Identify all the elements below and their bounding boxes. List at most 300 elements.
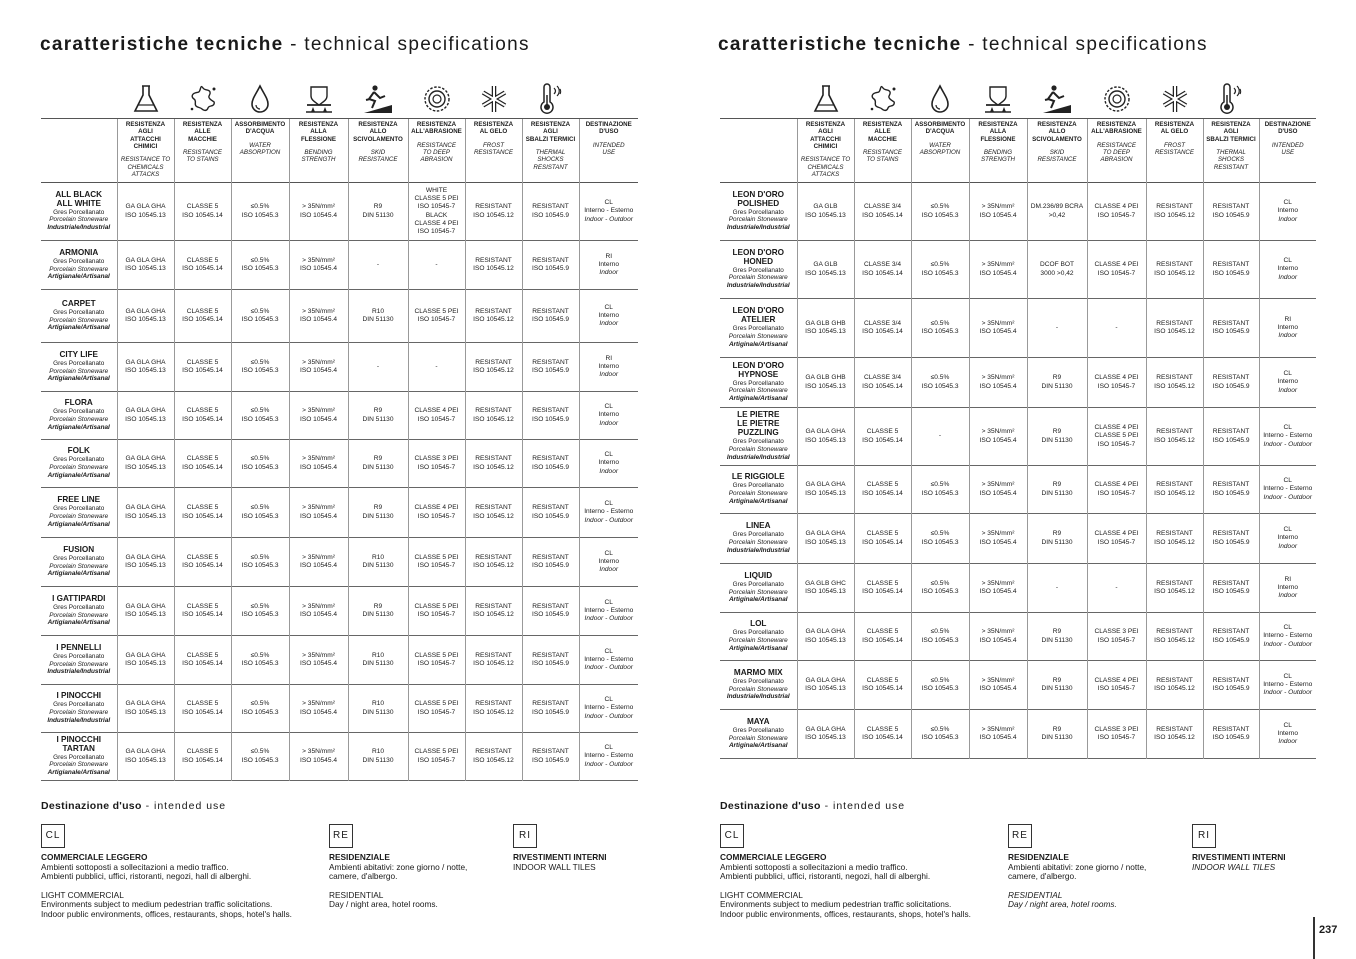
spec-cell: CLASSE 4 PEI CLASSE 5 PEI ISO 10545-7 xyxy=(1087,408,1146,466)
spec-cell: RESISTANT ISO 10545.12 xyxy=(465,538,522,587)
product-name: ARMONIA xyxy=(59,247,99,257)
left-header-empty xyxy=(41,119,117,183)
splash-icon xyxy=(174,83,231,115)
spec-cell: CLASSE 5 ISO 10545.14 xyxy=(174,538,231,587)
spec-cell: - xyxy=(1087,299,1146,358)
spec-cell: > 35N/mm² ISO 10545.4 xyxy=(969,408,1027,466)
product-cell: LE RIGGIOLE Gres Porcellanato Porcelain Stoneware Artiginale/Artisanal xyxy=(720,466,797,514)
product-cell: LIQUID Gres Porcellanato Porcelain Stoneware Artiginale/Artisanal xyxy=(720,564,797,613)
left-column-header: RESISTENZA ALLE MACCHIE RESISTANCE TO STAINS xyxy=(174,119,231,183)
product-cell: I PINOCCHI Gres Porcellanato Porcelain Stoneware Industriale/Industrial xyxy=(41,685,117,733)
spec-cell: - xyxy=(1087,564,1146,613)
spec-cell: CL Interno Indoor xyxy=(1259,241,1316,299)
product-cell: MAYA Gres Porcellanato Porcelain Stoneware Artiginale/Artisanal xyxy=(720,710,797,759)
spec-cell: CLASSE 4 PEI ISO 10545-7 xyxy=(1087,241,1146,299)
spec-cell: > 35N/mm² ISO 10545.4 xyxy=(289,733,348,781)
spec-cell: CLASSE 5 ISO 10545.14 xyxy=(174,343,231,392)
spec-cell: ≤0.5% ISO 10545.3 xyxy=(231,538,289,587)
spec-cell: > 35N/mm² ISO 10545.4 xyxy=(969,358,1027,408)
left-icon-cell-empty xyxy=(41,72,117,119)
left-column-header: RESISTENZA ALLA FLESSIONE BENDING STRENGTH xyxy=(289,119,348,183)
spec-cell: CLASSE 3/4 ISO 10545.14 xyxy=(854,358,911,408)
left-column-header: RESISTENZA ALL'ABRASIONE RESISTANCE TO DEEP ABRASION xyxy=(408,119,465,183)
spec-cell: CL Interno - Esterno Indoor - Outdoor xyxy=(1259,613,1316,661)
spec-cell: > 35N/mm² ISO 10545.4 xyxy=(969,183,1027,241)
product-name: FLORA xyxy=(64,398,93,408)
spec-cell: CLASSE 4 PEI ISO 10545-7 xyxy=(408,488,465,538)
spec-cell: CL Interno Indoor xyxy=(1259,358,1316,408)
spec-cell: R9 DIN 51130 xyxy=(348,183,408,241)
spec-cell: ≤0.5% ISO 10545.3 xyxy=(911,514,969,564)
spec-cell: > 35N/mm² ISO 10545.4 xyxy=(969,564,1027,613)
right-icon-cell xyxy=(1259,72,1316,119)
table-row xyxy=(41,636,638,685)
product-name: ALL BLACK xyxy=(55,189,103,199)
right-icon-cell xyxy=(1203,72,1259,119)
spec-cell: CL Interno Indoor xyxy=(1259,710,1316,759)
spec-cell: ≤0.5% ISO 10545.3 xyxy=(911,299,969,358)
spec-cell: CL Interno Indoor xyxy=(1259,183,1316,241)
product-cell: LE PIETRE LE PIETRE PUZZLING Gres Porcellanato Porcelain Stoneware Industriale/Industrial xyxy=(720,408,797,466)
product-cell: LEON D'ORO HYPNOSE Gres Porcellanato Porcelain Stoneware Artiginale/Artisanal xyxy=(720,358,797,408)
right-column-header: ASSORBIMENTO D'ACQUA WATER ABSORPTION xyxy=(911,119,969,183)
spec-cell: RESISTANT ISO 10545.9 xyxy=(522,733,579,781)
spec-cell: RESISTANT ISO 10545.9 xyxy=(1203,613,1259,661)
spec-cell: CLASSE 5 PEI ISO 10545-7 xyxy=(408,733,465,781)
abrasion-icon xyxy=(408,83,465,115)
product-cell: I GATTIPARDI Gres Porcellanato Porcelain Stoneware Artigianale/Artisanal xyxy=(41,587,117,636)
product-cell: FLORA Gres Porcellanato Porcelain Stoneware Artigianale/Artisanal xyxy=(41,392,117,440)
spec-cell: GA GLA GHA ISO 10545.13 xyxy=(797,613,854,661)
spec-cell: R10 DIN 51130 xyxy=(348,290,408,343)
flask-icon xyxy=(117,83,174,115)
spec-cell: GA GLA GHA ISO 10545.13 xyxy=(117,440,174,488)
spec-cell: CLASSE 5 ISO 10545.14 xyxy=(174,440,231,488)
spec-cell: ≤0.5% ISO 10545.3 xyxy=(231,343,289,392)
left-icon-cell xyxy=(522,72,579,119)
spec-cell: RESISTANT ISO 10545.9 xyxy=(522,538,579,587)
spec-cell: RESISTANT ISO 10545.9 xyxy=(1203,514,1259,564)
spec-cell: GA GLA GHA ISO 10545.13 xyxy=(797,408,854,466)
spec-cell: RESISTANT ISO 10545.12 xyxy=(1146,613,1203,661)
spec-cell: RESISTANT ISO 10545.12 xyxy=(465,488,522,538)
abrasion-icon xyxy=(1087,83,1146,115)
spec-cell: GA GLA GHA ISO 10545.13 xyxy=(117,587,174,636)
spec-cell: ≤0.5% ISO 10545.3 xyxy=(911,613,969,661)
spec-cell: CL Interno - Esterno Indoor - Outdoor xyxy=(579,733,638,781)
left-column-header: RESISTENZA AL GELO FROST RESISTANCE xyxy=(465,119,522,183)
legend-entry: RESIDENZIALE Ambienti abitativi: zone giorno / notte, camere, d'albergo. RESIDENTIAL Day / night area, hotel rooms. xyxy=(1008,852,1147,910)
left-icon-cell xyxy=(289,72,348,119)
table-row xyxy=(41,587,638,636)
right-column-header: RESISTENZA ALLA FLESSIONE BENDING STRENGTH xyxy=(969,119,1027,183)
spec-cell: CLASSE 5 ISO 10545.14 xyxy=(854,613,911,661)
splash-icon xyxy=(854,83,911,115)
product-name: LOL xyxy=(750,619,767,629)
spec-cell: ≤0.5% ISO 10545.3 xyxy=(911,183,969,241)
spec-cell: RESISTANT ISO 10545.9 xyxy=(1203,299,1259,358)
spec-cell: R10 DIN 51130 xyxy=(348,733,408,781)
product-cell: ALL BLACK ALL WHITE Gres Porcellanato Porcelain Stoneware Industriale/Industrial xyxy=(41,183,117,241)
spec-cell: CLASSE 3/4 ISO 10545.14 xyxy=(854,241,911,299)
spec-cell: CLASSE 5 ISO 10545.14 xyxy=(174,733,231,781)
left-column-header: DESTINAZIONE D'USO INTENDED USE xyxy=(579,119,638,183)
flask-icon xyxy=(797,83,854,115)
left-page-title: caratteristiche tecniche - technical specifications xyxy=(40,34,530,55)
spec-cell: CLASSE 4 PEI ISO 10545-7 xyxy=(1087,183,1146,241)
spec-cell: RESISTANT ISO 10545.12 xyxy=(1146,466,1203,514)
spec-cell: GA GLA GHA ISO 10545.13 xyxy=(117,290,174,343)
spec-cell: R9 DIN 51130 xyxy=(348,440,408,488)
left-intended-use-title: Destinazione d'uso - intended use xyxy=(41,800,227,812)
spec-cell: > 35N/mm² ISO 10545.4 xyxy=(969,299,1027,358)
spec-cell: RI Interno Indoor xyxy=(1259,299,1316,358)
spec-cell: WHITE CLASSE 5 PEI ISO 10545-7 BLACK CLASSE 4 PEI ISO 10545-7 xyxy=(408,183,465,241)
spec-cell: CL Interno - Esterno Indoor - Outdoor xyxy=(579,685,638,733)
spec-cell: CLASSE 5 ISO 10545.14 xyxy=(854,710,911,759)
product-cell: CARPET Gres Porcellanato Porcelain Stoneware Artigianale/Artisanal xyxy=(41,290,117,343)
left-column-header: ASSORBIMENTO D'ACQUA WATER ABSORPTION xyxy=(231,119,289,183)
spec-cell: R9 DIN 51130 xyxy=(1027,514,1087,564)
product-name: CARPET xyxy=(61,298,96,308)
spec-cell: ≤0.5% ISO 10545.3 xyxy=(911,358,969,408)
spec-cell: > 35N/mm² ISO 10545.4 xyxy=(969,466,1027,514)
product-name: PUZZLING xyxy=(737,428,779,438)
spec-cell: > 35N/mm² ISO 10545.4 xyxy=(969,661,1027,710)
spec-cell: RESISTANT ISO 10545.12 xyxy=(465,636,522,685)
product-name: I PENNELLI xyxy=(56,642,102,652)
spec-cell: CL Interno Indoor xyxy=(579,538,638,587)
legend-code-box: RI xyxy=(1192,824,1216,848)
spec-cell: RESISTANT ISO 10545.12 xyxy=(1146,241,1203,299)
spec-cell: GA GLA GHA ISO 10545.13 xyxy=(117,685,174,733)
product-name: POLISHED xyxy=(737,198,780,208)
table-row xyxy=(720,299,1316,358)
spec-cell: ≤0.5% ISO 10545.3 xyxy=(911,564,969,613)
product-name: ALL WHITE xyxy=(56,198,101,208)
left-icon-cell xyxy=(465,72,522,119)
product-name: LEON D'ORO xyxy=(732,247,785,257)
left-column-header: RESISTENZA ALLO SCIVOLAMENTO SKID RESISTANCE xyxy=(348,119,408,183)
spec-cell: CL Interno Indoor xyxy=(579,440,638,488)
legend-entry: RIVESTIMENTI INTERNI INDOOR WALL TILES xyxy=(513,852,607,872)
bending-icon xyxy=(289,83,348,115)
spec-cell: CLASSE 5 PEI ISO 10545-7 xyxy=(408,538,465,587)
left-icon-cell xyxy=(231,72,289,119)
right-column-header: RESISTENZA ALLO SCIVOLAMENTO SKID RESISTANCE xyxy=(1027,119,1087,183)
product-name: HYPNOSE xyxy=(738,369,779,379)
right-icon-cell-empty xyxy=(720,72,797,119)
legend-entry: COMMERCIALE LEGGERO Ambienti sottoposti a sollecitazioni a medio traffico. Ambienti pubblici, uffici, ristoranti, negozi, hall di alberghi. LIGHT COMMERCIAL Environments subject to medium pedestrian traffic solicitations. Indoor public environments, offices, restaurants, shops, hotel's halls. xyxy=(720,852,971,919)
table-row xyxy=(41,733,638,781)
product-name: LE PIETRE xyxy=(737,419,780,429)
spec-cell: > 35N/mm² ISO 10545.4 xyxy=(289,392,348,440)
snowflake-icon xyxy=(465,83,522,115)
spec-cell: CLASSE 4 PEI ISO 10545-7 xyxy=(1087,514,1146,564)
legend-entry: COMMERCIALE LEGGERO Ambienti sottoposti a sollecitazioni a medio traffico. Ambienti pubblici, uffici, ristoranti, negozi, hall di alberghi. LIGHT COMMERCIAL Environments subject to medium pedestrian traffic solicitations. Indoor public environments, offices, restaurants, shops, hotel's halls. xyxy=(41,852,292,919)
spec-cell: CL Interno - Esterno Indoor - Outdoor xyxy=(579,587,638,636)
spec-cell: CLASSE 5 ISO 10545.14 xyxy=(854,408,911,466)
spec-cell: > 35N/mm² ISO 10545.4 xyxy=(969,241,1027,299)
spec-cell: CL Interno - Esterno Indoor - Outdoor xyxy=(1259,661,1316,710)
spec-cell: RESISTANT ISO 10545.9 xyxy=(1203,466,1259,514)
spec-cell: RESISTANT ISO 10545.9 xyxy=(1203,661,1259,710)
product-cell: I PINOCCHI TARTAN Gres Porcellanato Porcelain Stoneware Artigianale/Artisanal xyxy=(41,733,117,781)
spec-cell: RESISTANT ISO 10545.12 xyxy=(1146,661,1203,710)
spec-cell: RESISTANT ISO 10545.12 xyxy=(465,685,522,733)
spec-cell: GA GLB ISO 10545.13 xyxy=(797,183,854,241)
product-name: LE RIGGIOLE xyxy=(731,472,785,482)
table-row xyxy=(41,440,638,488)
spec-cell: CLASSE 5 ISO 10545.14 xyxy=(174,636,231,685)
spec-cell: CLASSE 5 ISO 10545.14 xyxy=(174,488,231,538)
spec-cell: CLASSE 5 ISO 10545.14 xyxy=(174,183,231,241)
table-row xyxy=(720,183,1316,241)
spec-cell: ≤0.5% ISO 10545.3 xyxy=(911,466,969,514)
spec-cell: ≤0.5% ISO 10545.3 xyxy=(231,636,289,685)
right-page-title: caratteristiche tecniche - technical specifications xyxy=(718,34,1208,55)
product-name: I PINOCCHI xyxy=(56,734,102,744)
spec-cell: RESISTANT ISO 10545.9 xyxy=(1203,564,1259,613)
left-icon-cell xyxy=(348,72,408,119)
slip-icon xyxy=(348,83,408,115)
spec-cell: RESISTANT ISO 10545.12 xyxy=(465,290,522,343)
spec-cell: RESISTANT ISO 10545.12 xyxy=(1146,710,1203,759)
spec-cell: - xyxy=(911,408,969,466)
product-name: LIQUID xyxy=(744,570,773,580)
left-icon-cell xyxy=(408,72,465,119)
spec-cell: CLASSE 3 PEI ISO 10545-7 xyxy=(1087,710,1146,759)
spec-cell: CLASSE 5 PEI ISO 10545-7 xyxy=(408,290,465,343)
spec-cell: CLASSE 5 PEI ISO 10545-7 xyxy=(408,587,465,636)
spec-cell: RESISTANT ISO 10545.9 xyxy=(1203,710,1259,759)
product-cell: MARMO MIX Gres Porcellanato Porcelain Stoneware Industriale/Industrial xyxy=(720,661,797,710)
spec-cell: CLASSE 3/4 ISO 10545.14 xyxy=(854,299,911,358)
table-row xyxy=(720,358,1316,408)
spec-cell: > 35N/mm² ISO 10545.4 xyxy=(289,343,348,392)
product-name: I PINOCCHI xyxy=(56,691,102,701)
product-cell: LOL Gres Porcellanato Porcelain Stoneware Artiginale/Artisanal xyxy=(720,613,797,661)
water-drop-icon xyxy=(911,83,969,115)
spec-cell: ≤0.5% ISO 10545.3 xyxy=(231,241,289,290)
product-cell: LEON D'ORO POLISHED Gres Porcellanato Porcelain Stoneware Industriale/Industrial xyxy=(720,183,797,241)
table-row xyxy=(720,241,1316,299)
spec-cell: GA GLA GHA ISO 10545.13 xyxy=(797,466,854,514)
right-column-header: DESTINAZIONE D'USO INTENDED USE xyxy=(1259,119,1316,183)
right-icon-cell xyxy=(911,72,969,119)
spec-cell: CL Interno Indoor xyxy=(1259,514,1316,564)
spec-cell: RI Interno Indoor xyxy=(579,343,638,392)
spec-cell: RESISTANT ISO 10545.12 xyxy=(1146,299,1203,358)
spec-cell: R9 DIN 51130 xyxy=(348,488,408,538)
spec-cell: ≤0.5% ISO 10545.3 xyxy=(911,710,969,759)
spec-cell: DCOF BOT 3000 >0,42 xyxy=(1027,241,1087,299)
spec-cell: ≤0.5% ISO 10545.3 xyxy=(911,661,969,710)
right-column-header: RESISTENZA ALLE MACCHIE RESISTANCE TO STAINS xyxy=(854,119,911,183)
left-column-header: RESISTENZA AGLI SBALZI TERMICI THERMAL SHOCKS RESISTANT xyxy=(522,119,579,183)
spec-cell: RESISTANT ISO 10545.12 xyxy=(465,440,522,488)
spec-cell: > 35N/mm² ISO 10545.4 xyxy=(289,488,348,538)
right-column-header: RESISTENZA AGLI SBALZI TERMICI THERMAL SHOCKS RESISTANT xyxy=(1203,119,1259,183)
table-row xyxy=(41,241,638,290)
spec-cell: R9 DIN 51130 xyxy=(1027,466,1087,514)
spec-cell: RESISTANT ISO 10545.12 xyxy=(1146,183,1203,241)
product-name: LEON D'ORO xyxy=(732,360,785,370)
legend-code-box: RE xyxy=(1008,824,1032,848)
spec-cell: > 35N/mm² ISO 10545.4 xyxy=(289,241,348,290)
spec-cell: CLASSE 3/4 ISO 10545.14 xyxy=(854,183,911,241)
product-name: ATELIER xyxy=(741,315,776,325)
spec-cell: CLASSE 5 ISO 10545.14 xyxy=(174,587,231,636)
left-icon-cell xyxy=(579,72,638,119)
right-header-empty xyxy=(720,119,797,183)
product-name: FUSION xyxy=(63,544,95,554)
spec-cell: RESISTANT ISO 10545.12 xyxy=(1146,514,1203,564)
spec-cell: > 35N/mm² ISO 10545.4 xyxy=(969,710,1027,759)
product-cell: ARMONIA Gres Porcellanato Porcelain Stoneware Artigianale/Artisanal xyxy=(41,241,117,290)
spec-cell: CLASSE 5 PEI ISO 10545-7 xyxy=(408,636,465,685)
right-icon-cell xyxy=(1027,72,1087,119)
spec-cell: RESISTANT ISO 10545.12 xyxy=(465,183,522,241)
spec-cell: > 35N/mm² ISO 10545.4 xyxy=(289,290,348,343)
left-icon-cell xyxy=(117,72,174,119)
spec-cell: CLASSE 4 PEI ISO 10545-7 xyxy=(1087,466,1146,514)
legend-code-box: CL xyxy=(41,824,65,848)
legend-code-box: RI xyxy=(513,824,537,848)
spec-cell: - xyxy=(408,241,465,290)
spec-cell: CLASSE 5 ISO 10545.14 xyxy=(854,466,911,514)
spec-cell: > 35N/mm² ISO 10545.4 xyxy=(289,538,348,587)
right-column-header: RESISTENZA ALL'ABRASIONE RESISTANCE TO DEEP ABRASION xyxy=(1087,119,1146,183)
spec-cell: GA GLA GHA ISO 10545.13 xyxy=(117,241,174,290)
spec-cell: CLASSE 4 PEI ISO 10545-7 xyxy=(1087,661,1146,710)
right-page xyxy=(678,0,1356,959)
table-row xyxy=(41,183,638,241)
thermometer-icon xyxy=(1203,83,1259,115)
spec-cell: > 35N/mm² ISO 10545.4 xyxy=(969,613,1027,661)
table-row xyxy=(720,466,1316,514)
spec-cell: CLASSE 5 ISO 10545.14 xyxy=(854,661,911,710)
spec-cell: DM.236/89 BCRA >0,42 xyxy=(1027,183,1087,241)
spec-cell: RESISTANT ISO 10545.12 xyxy=(1146,358,1203,408)
spec-cell: CLASSE 5 ISO 10545.14 xyxy=(174,241,231,290)
spec-cell: GA GLA GHA ISO 10545.13 xyxy=(797,661,854,710)
spec-cell: R9 DIN 51130 xyxy=(1027,408,1087,466)
left-spec-table xyxy=(41,72,638,781)
thermometer-icon xyxy=(522,83,579,115)
spec-cell: GA GLB GHC ISO 10545.13 xyxy=(797,564,854,613)
spec-cell: CLASSE 3 PEI ISO 10545-7 xyxy=(408,440,465,488)
snowflake-icon xyxy=(1146,83,1203,115)
right-spec-table xyxy=(720,72,1316,759)
spec-cell: ≤0.5% ISO 10545.3 xyxy=(231,290,289,343)
spec-cell: RESISTANT ISO 10545.9 xyxy=(522,636,579,685)
right-column-header: RESISTENZA AL GELO FROST RESISTANCE xyxy=(1146,119,1203,183)
table-row xyxy=(720,408,1316,466)
spec-cell: RESISTANT ISO 10545.9 xyxy=(522,587,579,636)
bending-icon xyxy=(969,83,1027,115)
spec-cell: RESISTANT ISO 10545.9 xyxy=(1203,241,1259,299)
water-drop-icon xyxy=(231,83,289,115)
spec-cell: - xyxy=(1027,564,1087,613)
table-row xyxy=(720,710,1316,759)
page-number-rule xyxy=(1313,917,1315,959)
spec-cell: CL Interno - Esterno Indoor - Outdoor xyxy=(1259,466,1316,514)
spec-cell: - xyxy=(348,343,408,392)
table-row xyxy=(720,613,1316,661)
legend-entry: RIVESTIMENTI INTERNI INDOOR WALL TILES xyxy=(1192,852,1286,872)
spec-cell: RESISTANT ISO 10545.12 xyxy=(465,392,522,440)
legend-code-box: RE xyxy=(329,824,353,848)
table-row xyxy=(720,661,1316,710)
spec-cell: CLASSE 4 PEI ISO 10545-7 xyxy=(1087,358,1146,408)
spec-cell: RESISTANT ISO 10545.12 xyxy=(1146,408,1203,466)
spec-cell: RESISTANT ISO 10545.9 xyxy=(522,290,579,343)
spec-cell: CL Interno Indoor xyxy=(579,290,638,343)
spec-cell: GA GLA GHA ISO 10545.13 xyxy=(117,392,174,440)
spec-cell: ≤0.5% ISO 10545.3 xyxy=(231,440,289,488)
table-row xyxy=(41,343,638,392)
product-name: FOLK xyxy=(67,446,90,456)
spec-cell: GA GLB ISO 10545.13 xyxy=(797,241,854,299)
product-name: CITY LIFE xyxy=(59,349,98,359)
spec-cell: RESISTANT ISO 10545.9 xyxy=(522,392,579,440)
legend-code-box: CL xyxy=(720,824,744,848)
product-cell: CITY LIFE Gres Porcellanato Porcelain Stoneware Artigianale/Artisanal xyxy=(41,343,117,392)
spec-cell: > 35N/mm² ISO 10545.4 xyxy=(289,587,348,636)
product-cell: LINEA Gres Porcellanato Porcelain Stoneware Industriale/Industrial xyxy=(720,514,797,564)
spec-cell: R9 DIN 51130 xyxy=(348,392,408,440)
spec-cell: GA GLA GHA ISO 10545.13 xyxy=(117,488,174,538)
spec-cell: RESISTANT ISO 10545.12 xyxy=(465,343,522,392)
table-row xyxy=(41,538,638,587)
spec-cell: RESISTANT ISO 10545.12 xyxy=(465,587,522,636)
product-name: LINEA xyxy=(745,521,771,531)
product-cell: FUSION Gres Porcellanato Porcelain Stoneware Artigianale/Artisanal xyxy=(41,538,117,587)
product-cell: FREE LINE Gres Porcellanato Porcelain Stoneware Artigianale/Artisanal xyxy=(41,488,117,538)
table-row xyxy=(41,392,638,440)
spec-cell: > 35N/mm² ISO 10545.4 xyxy=(289,685,348,733)
spec-cell: ≤0.5% ISO 10545.3 xyxy=(911,241,969,299)
product-name: FREE LINE xyxy=(57,495,101,505)
right-icon-cell xyxy=(1146,72,1203,119)
spec-cell: RESISTANT ISO 10545.9 xyxy=(522,183,579,241)
spec-cell: RESISTANT ISO 10545.9 xyxy=(522,241,579,290)
spec-cell: CL Interno Indoor xyxy=(579,392,638,440)
spec-cell: CLASSE 3 PEI ISO 10545-7 xyxy=(1087,613,1146,661)
right-column-header: RESISTENZA AGLI ATTACCHI CHIMICI RESISTANCE TO CHEMICALS ATTACKS xyxy=(797,119,854,183)
product-name: LEON D'ORO xyxy=(732,306,785,316)
product-name: I GATTIPARDI xyxy=(52,593,106,603)
spec-cell: - xyxy=(408,343,465,392)
spec-cell: RI Interno Indoor xyxy=(1259,564,1316,613)
spec-cell: R9 DIN 51130 xyxy=(1027,358,1087,408)
table-row xyxy=(41,488,638,538)
spec-cell: CLASSE 5 ISO 10545.14 xyxy=(174,685,231,733)
product-cell: FOLK Gres Porcellanato Porcelain Stoneware Artigianale/Artisanal xyxy=(41,440,117,488)
spec-cell: RESISTANT ISO 10545.9 xyxy=(1203,183,1259,241)
product-name: HONED xyxy=(743,256,774,266)
spec-cell: > 35N/mm² ISO 10545.4 xyxy=(289,636,348,685)
spec-cell: R9 DIN 51130 xyxy=(348,587,408,636)
product-name: MAYA xyxy=(746,716,770,726)
left-icon-cell xyxy=(174,72,231,119)
spec-cell: GA GLB GHB ISO 10545.13 xyxy=(797,299,854,358)
spec-cell: - xyxy=(348,241,408,290)
legend-entry: RESIDENZIALE Ambienti abitativi: zone giorno / notte, camere, d'albergo. RESIDENTIAL Day / night area, hotel rooms. xyxy=(329,852,468,910)
spec-cell: RESISTANT ISO 10545.9 xyxy=(1203,358,1259,408)
spec-cell: ≤0.5% ISO 10545.3 xyxy=(231,183,289,241)
